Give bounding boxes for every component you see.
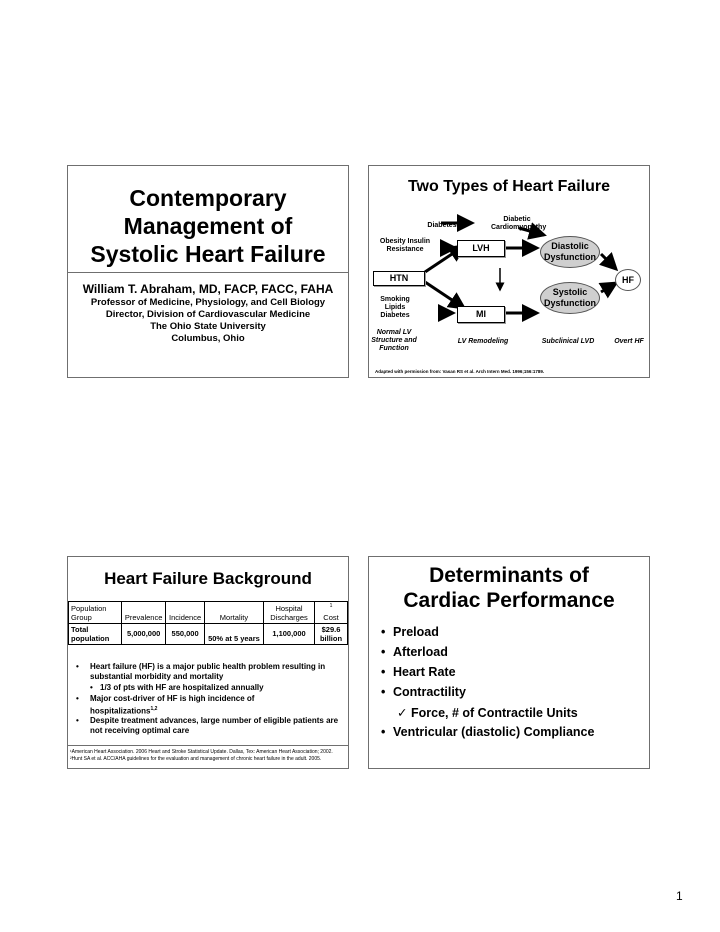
- slide-title: [67, 165, 349, 378]
- bullet-text: 1/3 of pts with HF are hospitalized annually: [100, 683, 264, 692]
- slide4-title: [369, 563, 649, 613]
- list-item-text: Heart Rate: [393, 665, 456, 679]
- title-line: Systolic Heart Failure: [90, 241, 326, 267]
- box-mi: MI: [457, 306, 505, 323]
- table-cell: 1,100,000: [264, 623, 315, 644]
- box-lvh: LVH: [457, 240, 505, 257]
- label-smoking: Smoking Lipids Diabetes: [380, 296, 410, 319]
- bullet-item: • Major cost-driver of HF is high incidence of hospitalizations$^{1,2}$: [76, 694, 255, 716]
- stats-table: [68, 601, 348, 645]
- title-line: Cardiac Performance: [403, 589, 615, 612]
- list-item: • Afterload: [381, 645, 448, 659]
- label-obesity: Obesity Insulin Resistance: [379, 238, 431, 253]
- affiliations: [68, 297, 348, 345]
- table-cell: $29.6 billion: [315, 623, 348, 644]
- bullet-item: • Heart failure (HF) is a major public health problem resulting in substantial morbidity and mortality: [76, 662, 346, 682]
- page-number: 1: [676, 889, 683, 903]
- label-diabetes: Diabetes: [427, 222, 457, 229]
- label-lv-remodeling: LV Remodeling: [457, 338, 509, 345]
- divider: [68, 272, 348, 273]
- affiliation-line: Professor of Medicine, Physiology, and Cell Biology: [90, 297, 326, 308]
- superscript: 1,2: [150, 706, 158, 712]
- label-normal-lv: Normal LV Structure and Function: [371, 329, 417, 352]
- list-item-text: Preload: [393, 625, 439, 639]
- list-item-text: Contractility: [393, 685, 466, 699]
- sub-list-item: [397, 705, 578, 720]
- footnote: ¹American Heart Association. 2006 Heart and Stroke Statistical Update. Dallas, Tex: American Heart Association; 2002.: [70, 749, 333, 755]
- citation: Adapted with permission from: Vasan RS et al. Arch Intern Med. 1996;156:1789.: [375, 369, 545, 374]
- arrow: [601, 283, 616, 292]
- footnote: ²Hunt SA et al. ACC/AHA guidelines for the evaluation and management of chronic heart failure in the adult. 2005.: [70, 756, 322, 762]
- ellipse-systolic: Systolic Dysfunction: [540, 282, 600, 314]
- table-header: Population Group: [69, 602, 122, 624]
- table-header-row: [69, 602, 348, 624]
- bullet-text: Major cost-driver of HF is high incidence of hospitalizations: [90, 694, 255, 716]
- affiliation-line: Director, Division of Cardiovascular Medicine: [105, 309, 311, 320]
- table-header: Prevalence: [122, 602, 166, 624]
- ellipse-diastolic: Diastolic Dysfunction: [540, 236, 600, 268]
- title-line: Determinants of: [429, 564, 589, 587]
- bullet-item: • Despite treatment advances, large number of eligible patients are not receiving optimal care: [76, 716, 339, 735]
- label-diabetic-cardiomyopathy: Diabetic Cardiomyopathy: [491, 216, 547, 231]
- slide2-title: Two Types of Heart Failure: [407, 178, 611, 195]
- list-item: • Heart Rate: [381, 665, 456, 679]
- list-item: • Contractility: [381, 685, 466, 699]
- list-item: • Preload: [381, 625, 439, 639]
- table-cell: 550,000: [166, 623, 205, 644]
- title-line: Contemporary: [129, 185, 287, 211]
- table-header: Mortality: [204, 602, 263, 624]
- arrow: [601, 254, 616, 269]
- bullet-text: Despite treatment advances, large number of eligible patients are not receiving optimal care: [90, 716, 339, 735]
- affiliation-line: Columbus, Ohio: [171, 333, 245, 344]
- superscript: 1: [329, 603, 333, 609]
- affiliation-line: The Ohio State University: [150, 321, 266, 332]
- list-item-text: Ventricular (diastolic) Compliance: [393, 725, 595, 739]
- table-cell: 5,000,000: [122, 623, 166, 644]
- table-header: Incidence: [166, 602, 205, 624]
- slide1-title: [68, 184, 348, 268]
- list-item: • Ventricular (diastolic) Compliance: [381, 725, 595, 739]
- bullet-text: Heart failure (HF) is a major public health problem resulting in substantial morbidity and mortality: [90, 662, 326, 681]
- list-item-text: Afterload: [393, 645, 448, 659]
- arrow: [425, 282, 464, 308]
- title-line: Management of: [123, 213, 293, 239]
- slide3-title: Heart Failure Background: [104, 569, 312, 588]
- sub-bullet-item: • 1/3 of pts with HF are hospitalized annually: [90, 683, 264, 692]
- divider: [68, 745, 348, 746]
- table-header-cost: [315, 602, 348, 624]
- list-item-text: Force, # of Contractile Units: [411, 706, 578, 720]
- label-overt-hf: Overt HF: [614, 338, 644, 345]
- table-header: Hospital Discharges: [264, 602, 315, 624]
- label-subclinical-lvd: Subclinical LVD: [541, 338, 595, 345]
- slide-determinants: [368, 556, 650, 769]
- box-htn: HTN: [373, 271, 425, 286]
- circle-hf: HF: [615, 269, 641, 291]
- table-header: Cost: [323, 612, 339, 622]
- checkmark-icon: ✓: [397, 706, 408, 720]
- table-cell: 50% at 5 years: [204, 623, 263, 644]
- table-row: [69, 623, 348, 644]
- slide-two-types: [368, 165, 650, 378]
- slide-hf-background: [67, 556, 349, 769]
- author: William T. Abraham, MD, FACP, FACC, FAHA: [82, 282, 334, 296]
- table-cell: Total population: [69, 623, 122, 644]
